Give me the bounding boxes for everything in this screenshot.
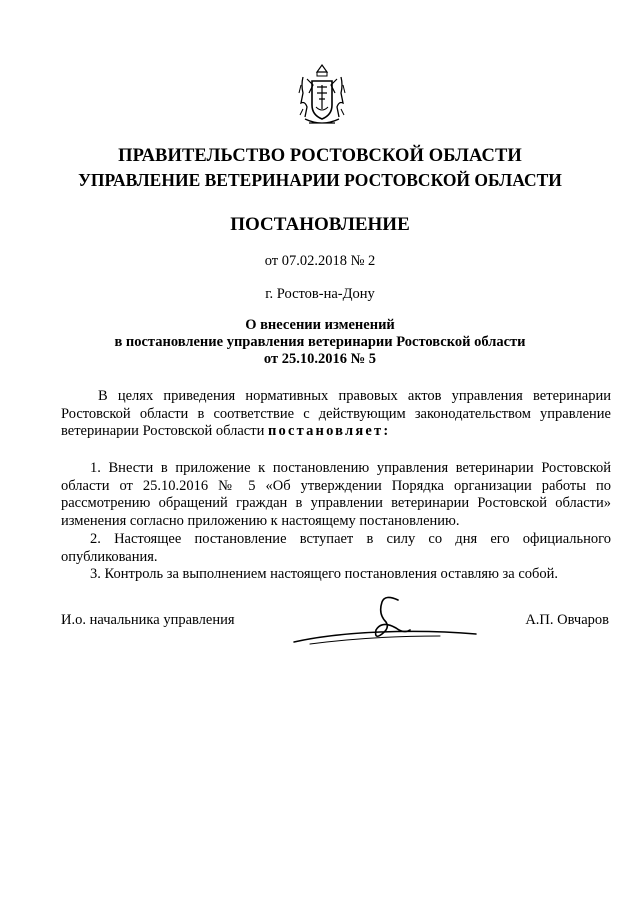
signatory-name: А.П. Овчаров	[525, 612, 609, 628]
decree-word: постановляет:	[267, 423, 391, 439]
subject-line-2: в постановление управления ветеринарии Ростовской области	[114, 334, 526, 350]
coat-of-arms-emblem	[297, 63, 347, 129]
item-3-paragraph: 3. Контроль за выполнением настоящего постановления оставляю за собой.	[90, 566, 559, 582]
item-2-paragraph: 2. Настоящее постановление вступает в силу со дня его официального опубликования.	[61, 531, 611, 565]
government-title: ПРАВИТЕЛЬСТВО РОСТОВСКОЙ ОБЛАСТИ	[118, 146, 522, 166]
subject-line-3: от 25.10.2016 № 5	[263, 351, 377, 367]
document-date-number: от 07.02.2018 № 2	[264, 253, 376, 269]
department-title: УПРАВЛЕНИЕ ВЕТЕРИНАРИИ РОСТОВСКОЙ ОБЛАСТИ	[78, 170, 562, 190]
item-1-paragraph: 1. Внести в приложение к постановлению управления ветеринарии Ростовской области от 25.10.2016 № 5 «Об утверждении Порядка организации работы по рассмотрению обращений граждан в управлении ветеринарии Ростовской области» изменения согласно приложению к настоящему постановлению.	[61, 460, 611, 529]
preamble-text: В целях приведения нормативных правовых актов управления ветеринарии Ростовской области в соответствие с действующим законодательством управление ветеринарии Ростовской области	[61, 388, 611, 439]
handwritten-signature	[290, 590, 480, 650]
document-type-title: ПОСТАНОВЛЕНИЕ	[230, 214, 410, 235]
preamble-paragraph	[61, 388, 611, 441]
document-subject	[40, 317, 600, 368]
signatory-position: И.о. начальника управления	[61, 612, 235, 628]
subject-line-1: О внесении изменений	[245, 317, 395, 333]
document-city: г. Ростов-на-Дону	[265, 286, 375, 302]
